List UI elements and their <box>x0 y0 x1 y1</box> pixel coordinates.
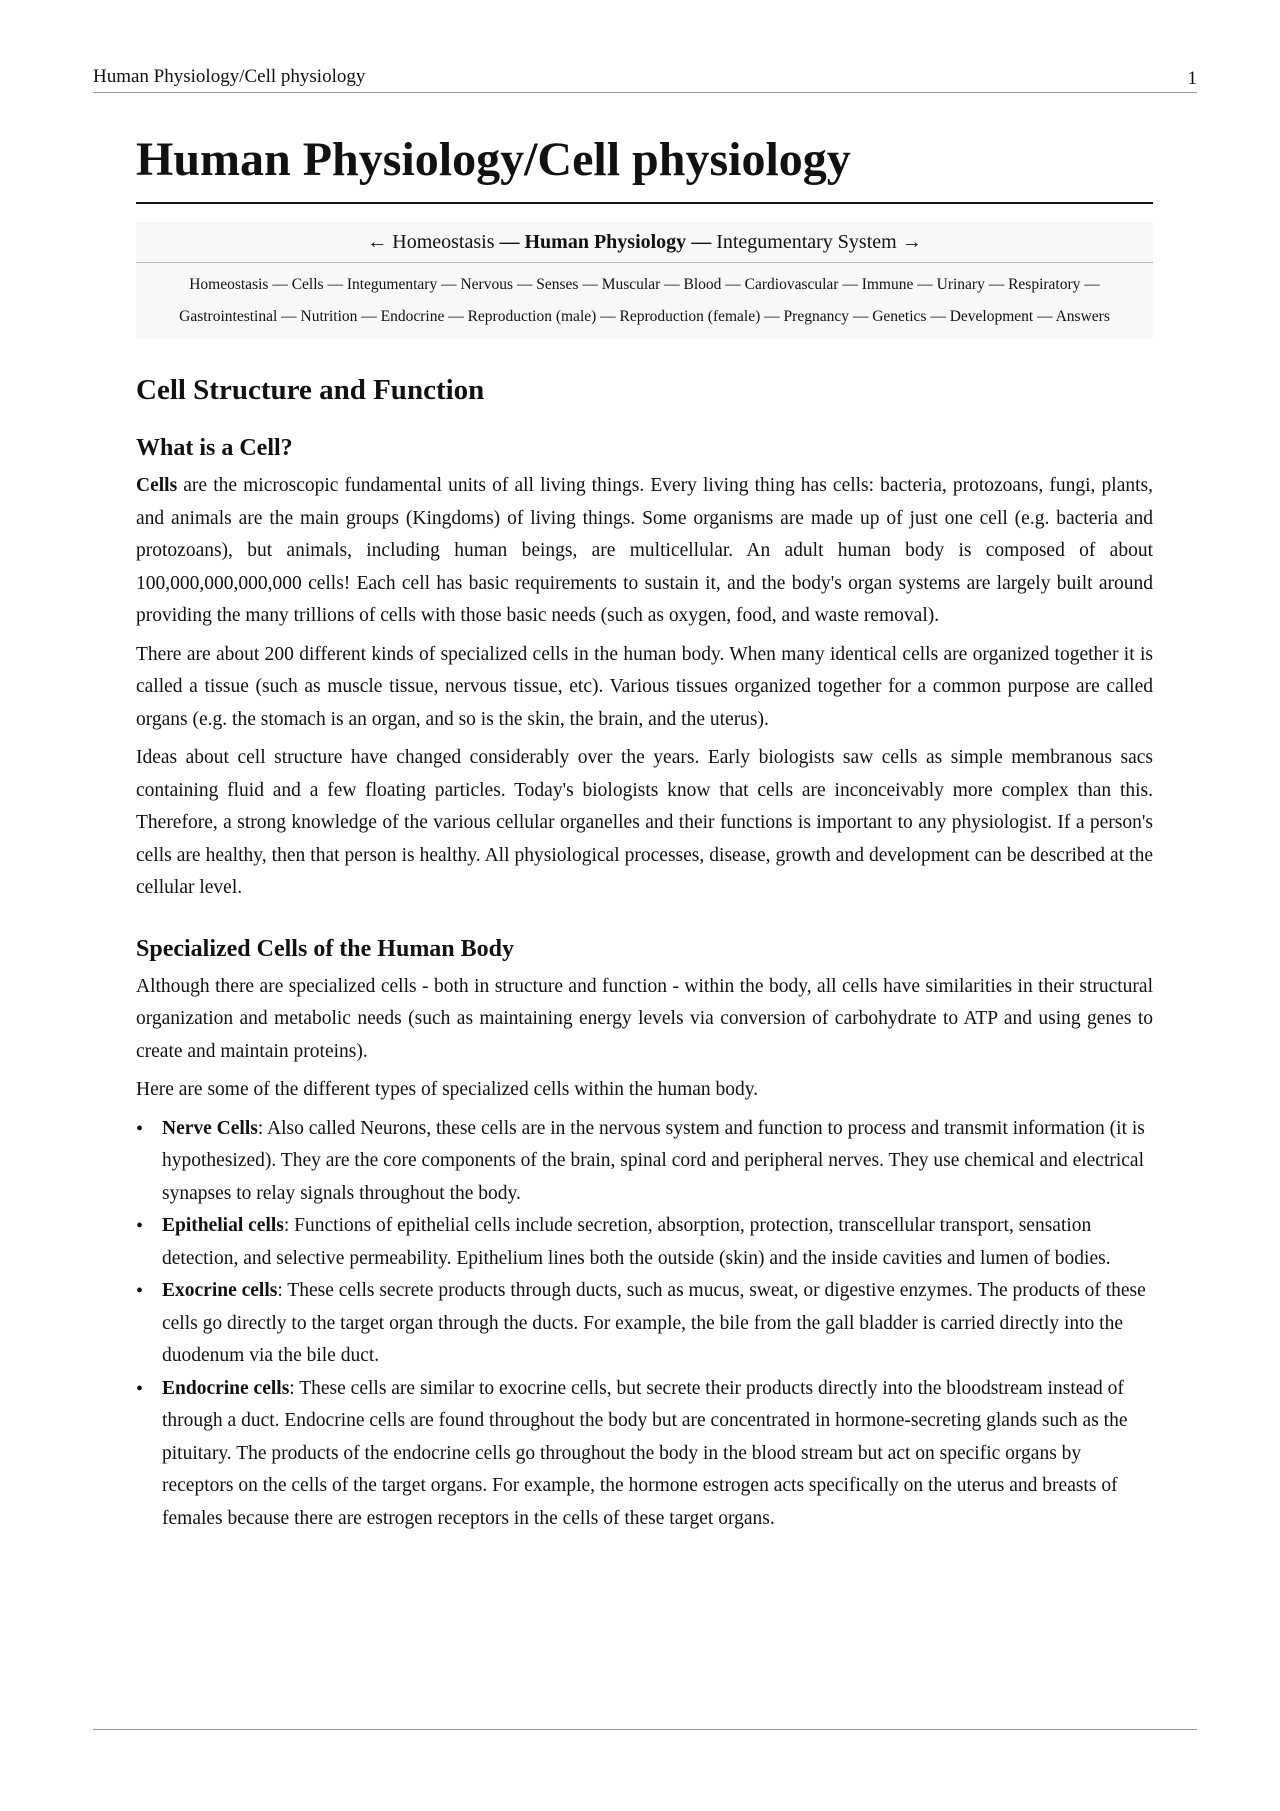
chapter-link[interactable]: Answers <box>1055 308 1110 325</box>
chapter-separator: — <box>721 276 745 293</box>
list-term: Epithelial cells <box>162 1215 284 1236</box>
bold-term: Cells <box>136 475 178 496</box>
chapter-separator: — <box>984 276 1009 293</box>
page-number: 1 <box>1187 68 1197 89</box>
prev-chapter-link[interactable]: Homeostasis <box>392 231 495 253</box>
chapter-separator: — <box>268 276 292 293</box>
chapter-navigation <box>136 222 1153 263</box>
chapter-separator: — <box>838 276 862 293</box>
running-header <box>93 62 1197 93</box>
chapter-link[interactable]: Respiratory <box>1008 276 1081 293</box>
list-text: : Also called Neurons, these cells are in the nervous system and function to process and transmit information (it is hypothesized). They are the core components of the brain, spinal cord and peripheral nerves. They use chemical and electrical synapses to relay signals throughout the body. <box>162 1117 1145 1204</box>
nav-dash: — <box>691 231 712 253</box>
prev-arrow-icon: ← <box>367 231 388 253</box>
chapter-separator: — <box>848 308 873 325</box>
chapter-separator: — <box>277 308 301 325</box>
chapter-link[interactable]: Cardiovascular <box>744 276 839 293</box>
chapter-separator: — <box>323 276 347 293</box>
chapter-link[interactable]: Nutrition <box>300 308 358 325</box>
list-term: Endocrine cells <box>162 1377 290 1399</box>
list-item <box>136 1210 1153 1275</box>
subsection-heading: What is a Cell? <box>136 435 293 461</box>
chapter-link[interactable]: Muscular <box>601 276 661 293</box>
chapter-link[interactable]: Gastrointestinal <box>179 308 278 325</box>
chapter-separator: — <box>512 276 537 293</box>
bullet-icon: • <box>136 1377 144 1400</box>
paragraph: Here are some of the different types of specialized cells within the human body. <box>136 1079 759 1100</box>
list-item <box>136 1373 1153 1536</box>
chapter-list <box>136 263 1153 339</box>
chapter-separator: — <box>444 308 468 325</box>
chapter-separator: — <box>437 276 461 293</box>
navigation-box <box>136 222 1153 339</box>
paragraph-text: are the microscopic fundamental units of all living things. Every living thing has cells: bacteria, protozoans, fungi, plants, and animals are the main groups (Kingdoms) of living things. Some organisms are made up of just one cell (e.g. bacteria and protozoans), but animals, including human beings, are multicellular. An adult human body is composed of about 100,000,000,000,000 cells! Each cell has basic requirements to sustain it, and the body's organ systems are largely built around providing the many trillions of cells with those basic needs (such as oxygen, food, and waste removal). <box>136 475 1153 626</box>
chapter-separator: — <box>760 308 784 325</box>
bullet-icon: • <box>136 1117 144 1140</box>
chapter-separator: — <box>578 276 602 293</box>
next-arrow-icon: → <box>901 231 922 253</box>
chapter-link[interactable]: Endocrine <box>380 308 445 325</box>
footer-rule <box>93 1729 1197 1730</box>
bullet-icon: • <box>136 1215 144 1237</box>
paragraph: Although there are specialized cells - both in structure and function - within the body, all cells have similarities in their structural organization and metabolic needs (such as maintaining energy levels via conversion of carbohydrate to ATP and using genes to create and maintain proteins). <box>136 975 1153 1062</box>
list-item <box>136 1275 1153 1373</box>
list-term: Exocrine cells <box>162 1280 278 1301</box>
list-item <box>136 1113 1153 1211</box>
chapter-link[interactable]: Genetics <box>872 308 927 325</box>
chapter-separator: — <box>1033 308 1056 325</box>
nav-dash: — <box>499 231 520 253</box>
chapter-link[interactable]: Urinary <box>936 276 985 293</box>
chapter-separator: — <box>926 308 950 325</box>
section-heading: Cell Structure and Function <box>136 374 485 406</box>
list-text: : These cells secrete products through ducts, such as mucus, sweat, or digestive enzymes. The products of these cells go directly to the target organ through the ducts. For example, the bile from the gall bladder is carried directly into the duodenum via the bile duct. <box>162 1280 1146 1366</box>
chapter-link[interactable]: Nervous <box>460 276 513 293</box>
chapter-link[interactable]: Pregnancy <box>783 308 849 325</box>
chapter-link[interactable]: Reproduction (female) <box>619 308 761 325</box>
chapter-separator: — <box>913 276 937 293</box>
chapter-separator: — <box>1080 276 1100 293</box>
list-text: : Functions of epithelial cells include secretion, absorption, protection, transcellular transport, sensation detection, and selective permeability. Epithelium lines both the outside (skin) and the inside cavities and lumen of bodies. <box>162 1215 1111 1269</box>
chapter-link[interactable]: Development <box>949 308 1034 325</box>
chapter-separator: — <box>596 308 620 325</box>
list-text: : These cells are similar to exocrine cells, but secrete their products directly into the bloodstream instead of through a duct. Endocrine cells are found throughout the body but are concentrated in hormone-secreting glands such as the pituitary. The products of the endocrine cells go throughout the body in the blood stream but act on specific organs by receptors on the cells of the target organs. For example, the hormone estrogen acts specifically on the uterus and breasts of females because there are estrogen receptors in the cells of these target organs. <box>162 1377 1128 1529</box>
chapter-link[interactable]: Reproduction (male) <box>467 308 597 325</box>
chapter-link[interactable]: Homeostasis <box>189 276 269 293</box>
paragraph <box>136 470 1153 633</box>
list-term: Nerve Cells <box>162 1117 258 1139</box>
chapter-link[interactable]: Blood <box>683 276 722 293</box>
specialized-cells-list <box>136 1113 1153 1536</box>
paragraph: Ideas about cell structure have changed considerably over the years. Early biologists saw cells as simple membranous sacs containing fluid and a few floating particles. Today's biologists know that cells are inconceivably more complex than this. Therefore, a strong knowledge of the various cellular organelles and their functions is important to any physiologist. If a person's cells are healthy, then that person is healthy. All physiological processes, disease, growth and development can be described at the cellular level. <box>136 747 1153 898</box>
chapter-link[interactable]: Cells <box>291 276 324 293</box>
chapter-link[interactable]: Integumentary <box>346 276 438 293</box>
chapter-link[interactable]: Senses <box>536 276 579 293</box>
article-content <box>136 118 1153 1535</box>
page-title: Human Physiology/Cell physiology <box>136 130 1153 204</box>
chapter-separator: — <box>660 276 684 293</box>
chapter-link[interactable]: Immune <box>861 276 914 293</box>
current-book-link[interactable]: Human Physiology <box>524 231 687 253</box>
next-chapter-link[interactable]: Integumentary System <box>716 231 897 253</box>
subsection-heading: Specialized Cells of the Human Body <box>136 935 515 962</box>
chapter-separator: — <box>357 308 381 325</box>
bullet-icon: • <box>136 1280 144 1302</box>
running-header-title: Human Physiology/Cell physiology <box>93 66 366 87</box>
paragraph: There are about 200 different kinds of specialized cells in the human body. When many identical cells are organized together it is called a tissue (such as muscle tissue, nervous tissue, etc). Various tissues organized together for a common purpose are called organs (e.g. the stomach is an organ, and so is the skin, the brain, and the uterus). <box>136 643 1153 730</box>
